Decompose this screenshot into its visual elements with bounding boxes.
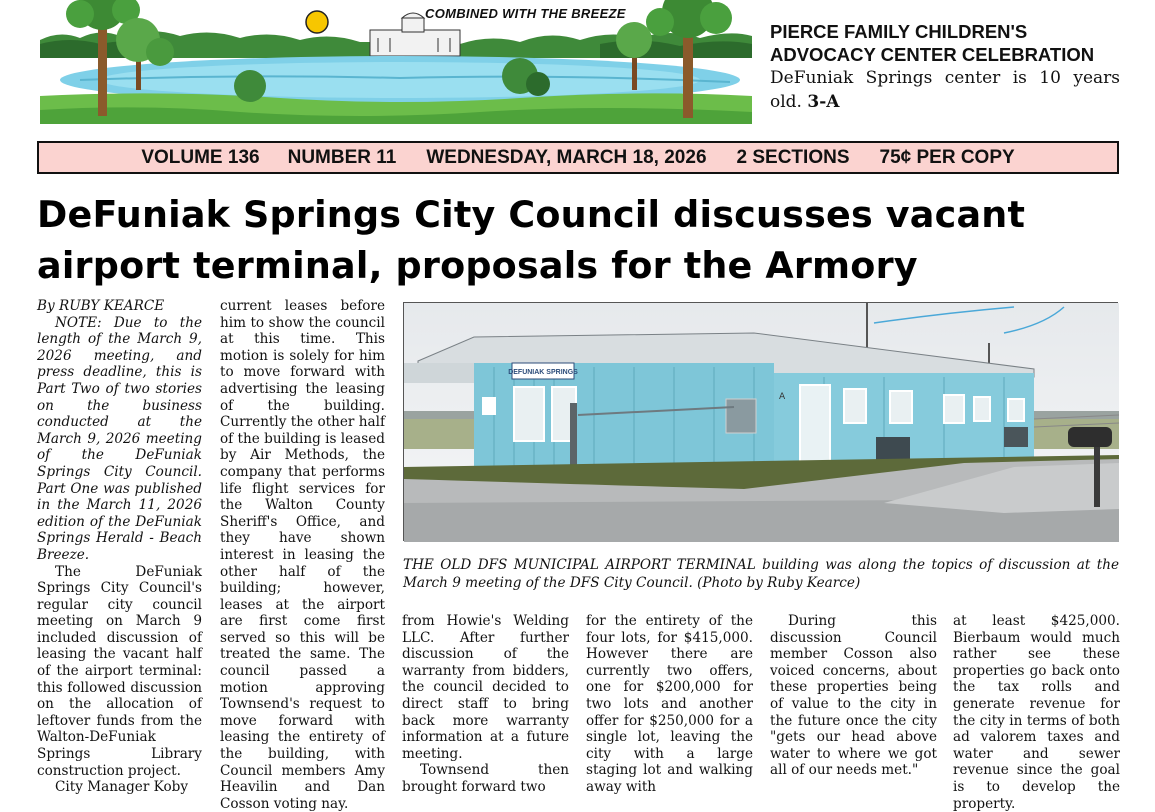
price-label: 75¢ PER COPY <box>879 146 1015 168</box>
airport-terminal-photo[interactable] <box>403 302 1118 541</box>
article-paragraph-2: City Manager Koby <box>55 779 189 796</box>
photo-caption <box>403 556 1119 592</box>
volume-label: VOLUME 136 <box>141 146 260 168</box>
article-column-2 <box>220 298 385 812</box>
teaser-title-line2: ADVOCACY CENTER CELEBRATION <box>770 44 1095 65</box>
teaser-page-ref[interactable]: 3-A <box>807 92 840 112</box>
article-column-3-paragraph-2: Townsend then brought forward two <box>402 762 569 795</box>
article-column-6-text: at least $425,000. Bierbaum would much rather see these properties go back onto the tax rolls and generate revenue for the city in terms of both ad valorem taxes and water and sewer revenue since the goal is to develop the property. <box>953 613 1120 812</box>
combined-with-breeze-label: COMBINED WITH THE BREEZE <box>425 6 626 21</box>
article-column-5-text: During this discussion Council member Cosson also voiced concerns, about these properties being of value to the city in the future once the city "gets our head above water to where we got all of our needs met." <box>770 613 937 779</box>
article-paragraph-1: The DeFuniak Springs City Council's regular city council meeting on March 9 included discussion of leasing the vacant half of the airport terminal: this followed discussion on the allocation of leftover funds from the Walton-DeFuniak Springs Library construction project. <box>37 563 202 779</box>
article-column-4 <box>586 613 753 795</box>
editor-note: NOTE: Due to the length of the March 9, 2026 meeting, and press deadline, this is Part Two of two stories on the business conducted at the March 9, 2026 meeting of the DeFuniak Springs City Council. Part One was published in the March 11, 2026 edition of the DeFuniak Springs Herald - Beach Breeze. <box>37 314 202 563</box>
date-label: WEDNESDAY, MARCH 18, 2026 <box>426 146 707 168</box>
photo-caption-lead: THE OLD DFS MUNICIPAL AIRPORT TERMINAL <box>403 557 756 573</box>
article-column-3 <box>402 613 569 795</box>
issue-banner <box>37 141 1119 174</box>
airport-terminal-photo-icon <box>404 303 1119 542</box>
article-column-1 <box>37 298 202 796</box>
headline-line2: airport terminal, proposals for the Armory <box>37 244 918 287</box>
lake-landscape-illustration-icon <box>40 0 752 124</box>
teaser-body <box>770 66 1120 114</box>
article-column-6 <box>953 613 1120 812</box>
article-column-2-text: current leases before him to show the council at this time. This motion is solely for him to move forward with advertising the leasing of the building. Currently the other half of the building is leased by Air Methods, the company that performs life flight services for the Walton County Sheriff's Office, and they have shown interest in leasing the other half of the building; however, leases at the airport are first come first served so this will be treated the same. The council passed a motion approving Townsend's request to move forward with leasing the entirety of the building, with Council members Amy Heavilin and Dan Cosson voting nay. <box>220 298 385 812</box>
article-column-5 <box>770 613 937 779</box>
teaser-title <box>770 20 1120 66</box>
byline: By RUBY KEARCE <box>37 298 165 314</box>
main-headline[interactable] <box>37 189 1127 291</box>
sections-label: 2 SECTIONS <box>736 146 850 168</box>
teaser-title-line1: PIERCE FAMILY CHILDREN'S <box>770 21 1028 42</box>
door-label: A <box>779 392 786 402</box>
photo-caption-rest: building was along the topics of discussion at the March 9 meeting of the DFS City Council. (Photo by Ruby Kearce) <box>403 557 1120 591</box>
terminal-sign: DEFUNIAK SPRINGS <box>508 369 578 376</box>
headline-line1: DeFuniak Springs City Council discusses vacant <box>37 193 1026 236</box>
number-label: NUMBER 11 <box>287 146 397 168</box>
teaser-box[interactable] <box>770 20 1120 114</box>
article-column-3-paragraph-1: from Howie's Welding LLC. After further discussion of the warranty from bidders, the council decided to direct staff to bring back more warranty information at a future meeting. <box>402 613 569 762</box>
teaser-body-text: DeFuniak Springs center is 10 years old. <box>770 68 1120 112</box>
article-column-4-text: for the entirety of the four lots, for $415,000. However there are currently two offers, one for $200,000 for two lots and another offer for $250,000 for a single lot, leaving the city with a large staging lot and walking away with <box>586 613 753 795</box>
masthead <box>40 0 752 124</box>
